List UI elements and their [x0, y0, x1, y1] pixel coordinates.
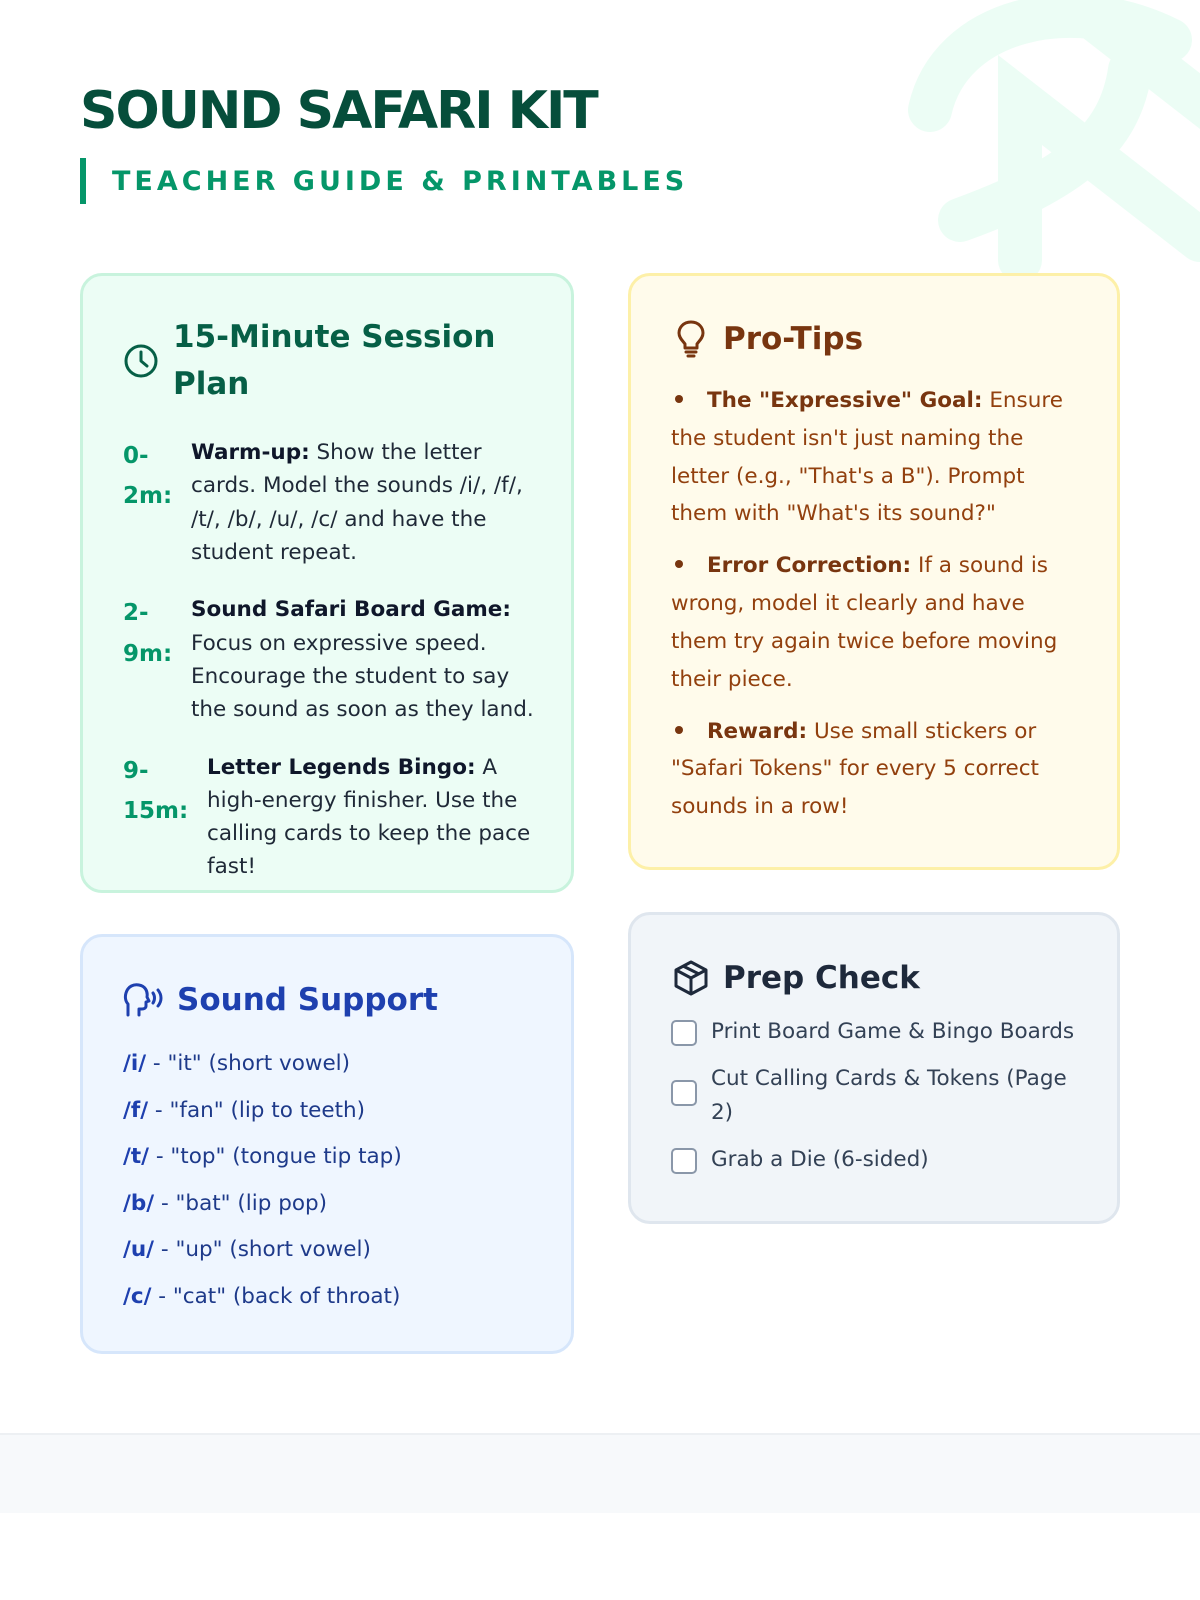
sound-example: - "it" (short vowel)	[146, 1051, 351, 1076]
sound-example: - "top" (tongue tip tap)	[148, 1144, 402, 1169]
session-plan-title: 15-Minute Session Plan	[173, 319, 496, 402]
sound-example: - "up" (short vowel)	[154, 1237, 371, 1262]
checklist-item-label: Cut Calling Cards & Tokens (Page 2)	[711, 1066, 1067, 1125]
speaking-head-icon	[123, 982, 165, 1018]
sound-symbol: /u/	[123, 1237, 155, 1262]
session-step-time: 0-2m:	[123, 443, 173, 510]
list-item	[123, 1134, 402, 1181]
session-plan-header	[123, 314, 543, 407]
checkbox[interactable]	[671, 1148, 697, 1174]
list-item	[671, 547, 1081, 698]
list-item	[671, 382, 1081, 533]
tip-text: Use small stickers or "Safari Tokens" for every 5 correct sounds in a row!	[671, 718, 1039, 820]
pro-tips-header	[675, 316, 863, 363]
checklist-item	[671, 1015, 1091, 1048]
session-step-label: Letter Legends Bingo:	[207, 754, 476, 780]
sound-symbol: /i/	[123, 1051, 147, 1076]
sound-symbol: /b/	[123, 1190, 155, 1216]
page-header	[80, 82, 688, 204]
sound-symbol: /c/	[123, 1283, 152, 1309]
bullet-icon	[675, 395, 683, 403]
session-step-desc: Show the letter cards. Model the sounds /i/, /f/, /t/, /b/, /u/, /c/ and have the student repeat.	[191, 440, 523, 565]
checklist-item	[671, 1062, 1091, 1129]
pro-tips-card	[628, 273, 1120, 870]
prep-check-header	[673, 955, 920, 1002]
subtitle-row	[80, 158, 688, 204]
list-item	[123, 1181, 402, 1228]
list-item	[123, 1227, 402, 1274]
prep-check-title: Prep Check	[723, 960, 920, 996]
session-step-text	[191, 436, 543, 569]
pro-tips-list	[671, 382, 1081, 840]
sound-symbol: /f/	[123, 1097, 149, 1123]
sound-example: - "cat" (back of throat)	[151, 1283, 401, 1309]
sound-support-list	[123, 1041, 402, 1320]
tip-label: The "Expressive" Goal:	[707, 388, 983, 413]
session-step-time: 2-9m:	[123, 600, 173, 667]
bullet-icon	[675, 726, 683, 734]
list-item	[671, 713, 1081, 826]
session-step-label: Warm-up:	[191, 440, 310, 465]
page-subtitle: TEACHER GUIDE & PRINTABLES	[112, 165, 689, 197]
tip-label: Error Correction:	[707, 553, 912, 579]
box-icon	[673, 959, 709, 997]
session-step-time: 9-15m:	[123, 757, 189, 824]
list-item	[123, 1274, 402, 1321]
sound-example: - "bat" (lip pop)	[154, 1190, 328, 1216]
checkbox[interactable]	[671, 1020, 697, 1046]
list-item	[123, 1041, 402, 1088]
sound-support-header	[123, 977, 438, 1024]
footer-band	[0, 1433, 1200, 1513]
tip-text: If a sound is wrong, model it clearly and have them try again twice before moving their piece.	[671, 553, 1058, 692]
session-step-desc: Focus on expressive speed. Encourage the student to say the sound as soon as they land.	[191, 630, 534, 723]
list-item	[123, 1088, 402, 1135]
session-step	[123, 751, 543, 884]
tip-label: Reward:	[707, 718, 808, 744]
tip-text: Ensure the student isn't just naming the letter (e.g., "That's a B"). Prompt them with "What's its sound?"	[671, 388, 1063, 527]
prep-check-list	[671, 1015, 1091, 1190]
session-step	[123, 593, 543, 726]
session-step-text	[191, 593, 543, 726]
sound-support-title: Sound Support	[177, 982, 438, 1018]
page-title: SOUND SAFARI KIT	[80, 81, 597, 141]
checklist-item	[671, 1143, 1091, 1176]
subtitle-accent-bar	[80, 158, 86, 204]
checkbox[interactable]	[671, 1080, 697, 1106]
checklist-item-label: Print Board Game & Bingo Boards	[711, 1019, 1075, 1044]
session-step-label: Sound Safari Board Game:	[191, 597, 511, 623]
session-plan-list	[123, 436, 543, 908]
session-plan-card	[80, 273, 574, 893]
lightbulb-icon	[675, 319, 707, 359]
pro-tips-title: Pro-Tips	[723, 321, 864, 357]
session-step-text	[207, 751, 543, 884]
leaf-decoration-icon	[870, 0, 1200, 280]
checklist-item-label: Grab a Die (6-sided)	[711, 1146, 929, 1172]
session-step	[123, 436, 543, 569]
clock-icon	[123, 343, 159, 379]
session-step-desc: A high-energy finisher. Use the calling cards to keep the pace fast!	[207, 754, 531, 880]
sound-symbol: /t/	[123, 1144, 149, 1169]
sound-example: - "fan" (lip to teeth)	[148, 1097, 366, 1123]
bullet-icon	[675, 560, 683, 568]
prep-check-card	[628, 912, 1120, 1224]
sound-support-card	[80, 934, 574, 1354]
